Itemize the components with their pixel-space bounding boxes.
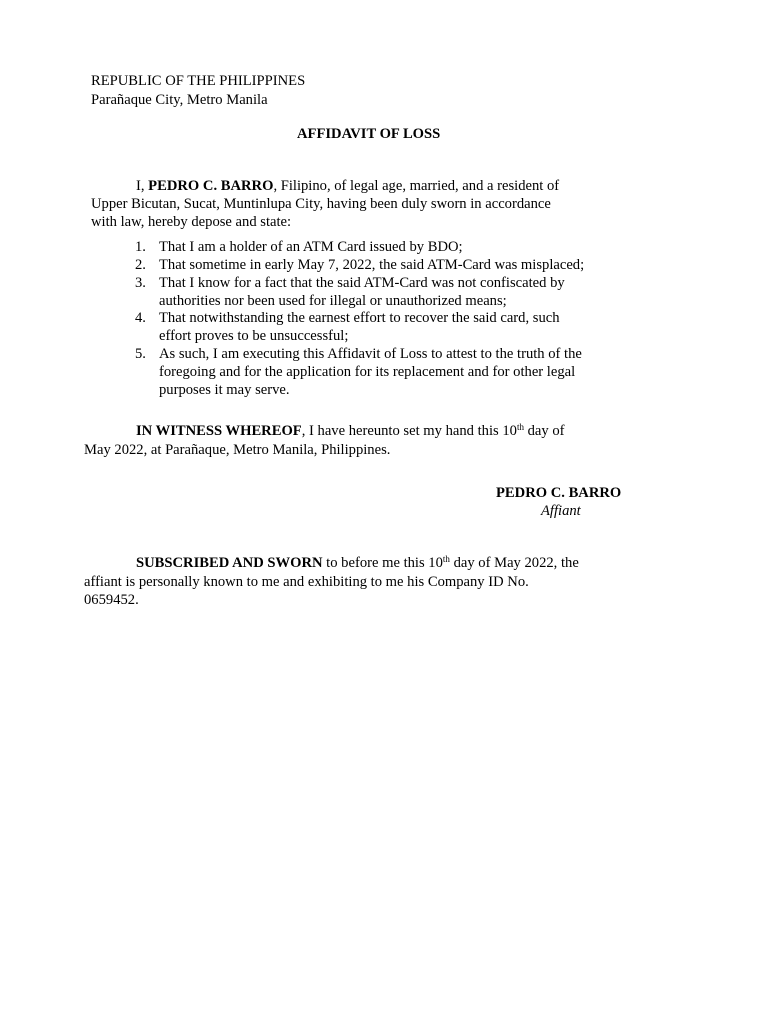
intro-pronoun: I, <box>136 178 149 194</box>
list-item-3-line-1: That I know for a fact that the said ATM-Card was not confiscated by <box>159 275 565 291</box>
witness-ordinal: th <box>516 422 524 432</box>
document-title: AFFIDAVIT OF LOSS <box>297 126 441 142</box>
list-item-number-3: 3. <box>135 275 146 291</box>
list-item-2-line-1: That sometime in early May 7, 2022, the said ATM-Card was misplaced; <box>159 257 585 273</box>
jurat-lead: SUBSCRIBED AND SWORN <box>136 555 323 571</box>
list-item-number-4: 4. <box>135 310 146 326</box>
list-item-5-line-2: foregoing and for the application for its replacement and for other legal <box>159 364 576 380</box>
affiant-name-intro: PEDRO C. BARRO <box>148 178 274 194</box>
list-item-4-line-2: effort proves to be unsuccessful; <box>159 328 349 344</box>
witness-text-2: day of <box>523 423 565 439</box>
list-item-5-line-1: As such, I am executing this Affidavit of Loss to attest to the truth of the <box>159 346 582 362</box>
jurat-text-2: day of May 2022, the <box>449 555 579 571</box>
intro-line-1-rest: , Filipino, of legal age, married, and a resident of <box>273 178 560 194</box>
witness-text-1: , I have hereunto set my hand this 10 <box>301 423 517 439</box>
list-item-3-line-2: authorities nor been used for illegal or unauthorized means; <box>159 293 507 309</box>
intro-line-2: Upper Bicutan, Sucat, Muntinlupa City, having been duly sworn in accordance <box>91 196 551 212</box>
list-item-1-line-1: That I am a holder of an ATM Card issued by BDO; <box>159 239 463 255</box>
list-item-4-line-1: That notwithstanding the earnest effort to recover the said card, such <box>159 310 560 326</box>
jurat-line-2: affiant is personally known to me and exhibiting to me his Company ID No. <box>84 574 529 590</box>
jurat-line-3: 0659452. <box>84 592 139 608</box>
list-item-number-2: 2. <box>135 257 146 273</box>
jurat-line-1 <box>136 554 579 572</box>
list-item-5-line-3: purposes it may serve. <box>159 382 290 398</box>
witness-lead: IN WITNESS WHEREOF <box>136 423 302 439</box>
jurat-ordinal: th <box>442 554 450 564</box>
list-item-number-1: 1. <box>135 239 146 255</box>
signature-name: PEDRO C. BARRO <box>496 485 622 501</box>
header-city: Parañaque City, Metro Manila <box>91 92 268 108</box>
signature-role: Affiant <box>541 503 581 519</box>
witness-line-1 <box>136 422 564 440</box>
intro-line-1 <box>136 177 559 195</box>
list-item-number-5: 5. <box>135 346 146 362</box>
intro-line-3: with law, hereby depose and state: <box>91 214 292 230</box>
jurat-text-1: to before me this 10 <box>322 555 443 571</box>
header-republic: REPUBLIC OF THE PHILIPPINES <box>91 73 306 89</box>
witness-line-2: May 2022, at Parañaque, Metro Manila, Philippines. <box>84 442 391 458</box>
